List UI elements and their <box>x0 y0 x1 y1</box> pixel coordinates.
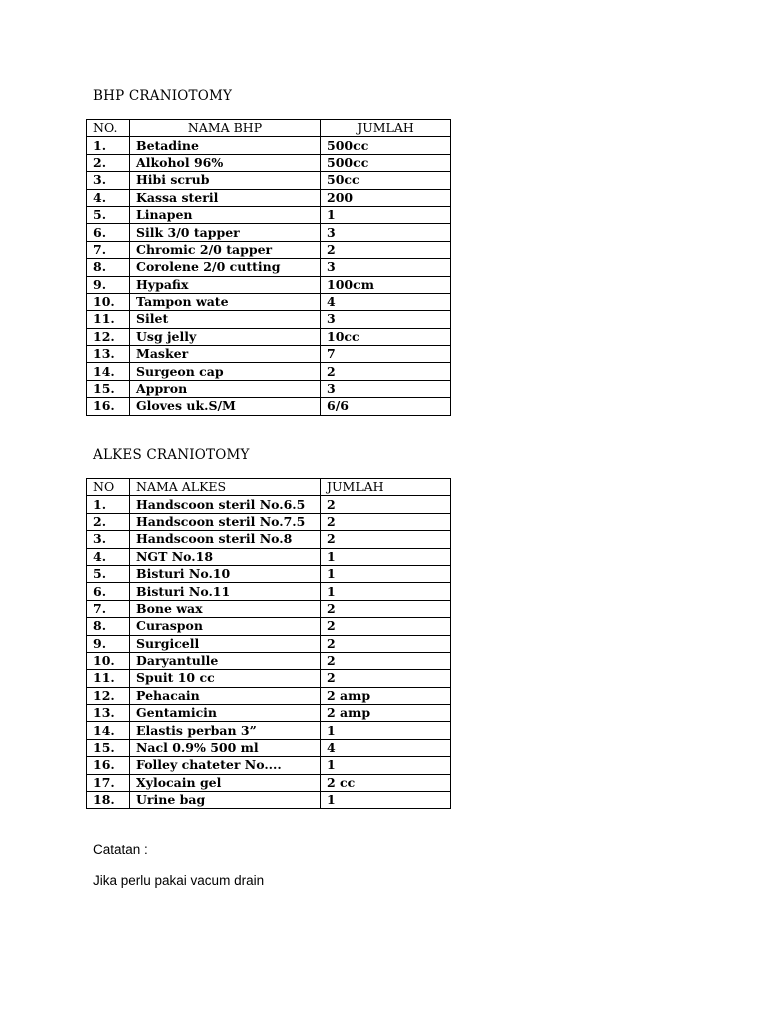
item-quantity: 3 <box>321 224 451 241</box>
item-name: Surgeon cap <box>130 363 321 380</box>
table-row <box>87 363 451 380</box>
table-row <box>87 757 451 774</box>
row-number: 10. <box>87 293 130 310</box>
item-quantity: 1 <box>321 548 451 565</box>
table-row <box>87 154 451 171</box>
item-quantity: 3 <box>321 380 451 397</box>
item-quantity: 4 <box>321 739 451 756</box>
alkes-header-qty: JUMLAH <box>321 479 451 496</box>
item-name: Surgicell <box>130 635 321 652</box>
row-number: 16. <box>87 398 130 415</box>
table-row <box>87 513 451 530</box>
table-row <box>87 276 451 293</box>
item-quantity: 500cc <box>321 137 451 154</box>
item-name: Appron <box>130 380 321 397</box>
item-name: Urine bag <box>130 792 321 809</box>
notes-text: Jika perlu pakai vacum drain <box>93 873 265 888</box>
table-row <box>87 722 451 739</box>
table-row <box>87 600 451 617</box>
table-row <box>87 652 451 669</box>
item-quantity: 2 <box>321 363 451 380</box>
item-name: Masker <box>130 346 321 363</box>
row-number: 8. <box>87 618 130 635</box>
alkes-section-title: ALKES CRANIOTOMY <box>93 447 250 463</box>
row-number: 4. <box>87 189 130 206</box>
row-number: 5. <box>87 206 130 223</box>
row-number: 11. <box>87 670 130 687</box>
table-row <box>87 670 451 687</box>
row-number: 6. <box>87 583 130 600</box>
item-name: Xylocain gel <box>130 774 321 791</box>
row-number: 1. <box>87 496 130 513</box>
table-row <box>87 687 451 704</box>
row-number: 11. <box>87 311 130 328</box>
item-name: Usg jelly <box>130 328 321 345</box>
item-name: Tampon wate <box>130 293 321 310</box>
table-row <box>87 583 451 600</box>
table-row <box>87 496 451 513</box>
item-name: Handscoon steril No.8 <box>130 531 321 548</box>
table-row <box>87 137 451 154</box>
table-row <box>87 398 451 415</box>
item-quantity: 100cm <box>321 276 451 293</box>
row-number: 6. <box>87 224 130 241</box>
alkes-header-row <box>87 479 451 496</box>
alkes-table <box>86 478 451 809</box>
item-quantity: 1 <box>321 206 451 223</box>
table-row <box>87 635 451 652</box>
row-number: 13. <box>87 705 130 722</box>
table-row <box>87 241 451 258</box>
row-number: 8. <box>87 259 130 276</box>
table-row <box>87 774 451 791</box>
item-name: Bisturi No.11 <box>130 583 321 600</box>
item-quantity: 2 cc <box>321 774 451 791</box>
item-name: Spuit 10 cc <box>130 670 321 687</box>
bhp-table <box>86 119 451 416</box>
item-name: Handscoon steril No.7.5 <box>130 513 321 530</box>
row-number: 12. <box>87 328 130 345</box>
item-quantity: 2 <box>321 670 451 687</box>
table-row <box>87 380 451 397</box>
row-number: 9. <box>87 276 130 293</box>
item-quantity: 2 <box>321 531 451 548</box>
row-number: 16. <box>87 757 130 774</box>
item-name: Nacl 0.9% 500 ml <box>130 739 321 756</box>
table-row <box>87 792 451 809</box>
item-quantity: 2 <box>321 600 451 617</box>
item-quantity: 3 <box>321 311 451 328</box>
table-row <box>87 224 451 241</box>
table-row <box>87 328 451 345</box>
table-row <box>87 565 451 582</box>
item-quantity: 2 <box>321 652 451 669</box>
item-name: Silk 3/0 tapper <box>130 224 321 241</box>
alkes-header-no: NO <box>87 479 130 496</box>
row-number: 15. <box>87 380 130 397</box>
item-quantity: 2 <box>321 635 451 652</box>
item-quantity: 1 <box>321 722 451 739</box>
item-quantity: 3 <box>321 259 451 276</box>
bhp-table-body <box>87 137 451 415</box>
alkes-header-name: NAMA ALKES <box>130 479 321 496</box>
row-number: 2. <box>87 154 130 171</box>
row-number: 15. <box>87 739 130 756</box>
item-name: Folley chateter No.... <box>130 757 321 774</box>
bhp-header-row <box>87 120 451 137</box>
item-quantity: 1 <box>321 792 451 809</box>
row-number: 14. <box>87 722 130 739</box>
item-quantity: 500cc <box>321 154 451 171</box>
item-name: Linapen <box>130 206 321 223</box>
table-row <box>87 346 451 363</box>
row-number: 1. <box>87 137 130 154</box>
item-quantity: 7 <box>321 346 451 363</box>
row-number: 5. <box>87 565 130 582</box>
item-name: Handscoon steril No.6.5 <box>130 496 321 513</box>
item-name: Bone wax <box>130 600 321 617</box>
item-quantity: 6/6 <box>321 398 451 415</box>
row-number: 17. <box>87 774 130 791</box>
row-number: 13. <box>87 346 130 363</box>
item-name: Elastis perban 3” <box>130 722 321 739</box>
table-row <box>87 548 451 565</box>
item-name: Daryantulle <box>130 652 321 669</box>
row-number: 7. <box>87 241 130 258</box>
table-row <box>87 189 451 206</box>
table-row <box>87 172 451 189</box>
item-quantity: 10cc <box>321 328 451 345</box>
bhp-header-qty: JUMLAH <box>321 120 451 137</box>
item-quantity: 2 <box>321 618 451 635</box>
table-row <box>87 311 451 328</box>
item-name: Alkohol 96% <box>130 154 321 171</box>
alkes-table-body <box>87 496 451 809</box>
row-number: 12. <box>87 687 130 704</box>
row-number: 7. <box>87 600 130 617</box>
bhp-header-no: NO. <box>87 120 130 137</box>
item-name: Gloves uk.S/M <box>130 398 321 415</box>
item-quantity: 2 amp <box>321 687 451 704</box>
table-row <box>87 206 451 223</box>
row-number: 9. <box>87 635 130 652</box>
item-name: Hibi scrub <box>130 172 321 189</box>
bhp-section-title: BHP CRANIOTOMY <box>93 88 233 104</box>
row-number: 18. <box>87 792 130 809</box>
table-row <box>87 618 451 635</box>
table-row <box>87 739 451 756</box>
item-name: Kassa steril <box>130 189 321 206</box>
row-number: 14. <box>87 363 130 380</box>
item-quantity: 1 <box>321 583 451 600</box>
item-quantity: 50cc <box>321 172 451 189</box>
item-name: Hypafix <box>130 276 321 293</box>
item-name: Corolene 2/0 cutting <box>130 259 321 276</box>
item-quantity: 2 <box>321 496 451 513</box>
item-name: Gentamicin <box>130 705 321 722</box>
item-name: Chromic 2/0 tapper <box>130 241 321 258</box>
item-quantity: 2 <box>321 241 451 258</box>
item-quantity: 4 <box>321 293 451 310</box>
row-number: 3. <box>87 172 130 189</box>
table-row <box>87 531 451 548</box>
item-quantity: 2 <box>321 513 451 530</box>
item-quantity: 200 <box>321 189 451 206</box>
item-name: Pehacain <box>130 687 321 704</box>
item-quantity: 2 amp <box>321 705 451 722</box>
item-name: NGT No.18 <box>130 548 321 565</box>
item-quantity: 1 <box>321 757 451 774</box>
row-number: 10. <box>87 652 130 669</box>
item-name: Curaspon <box>130 618 321 635</box>
table-row <box>87 293 451 310</box>
bhp-header-name: NAMA BHP <box>130 120 321 137</box>
item-name: Betadine <box>130 137 321 154</box>
item-quantity: 1 <box>321 565 451 582</box>
row-number: 3. <box>87 531 130 548</box>
row-number: 2. <box>87 513 130 530</box>
item-name: Bisturi No.10 <box>130 565 321 582</box>
row-number: 4. <box>87 548 130 565</box>
item-name: Silet <box>130 311 321 328</box>
table-row <box>87 259 451 276</box>
notes-label: Catatan : <box>93 842 148 857</box>
table-row <box>87 705 451 722</box>
